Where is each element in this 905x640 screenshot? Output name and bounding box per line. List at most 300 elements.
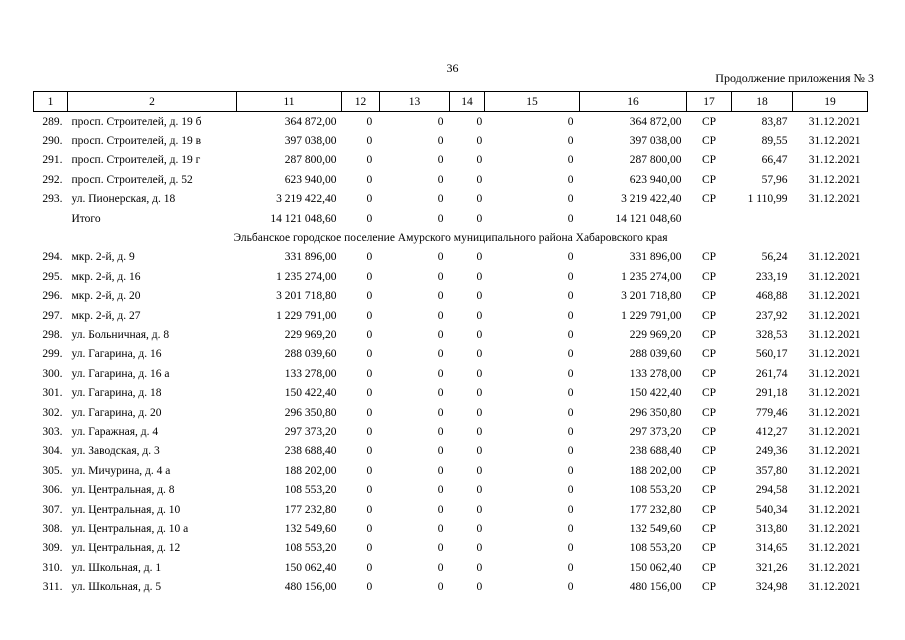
code-col-17: СР [701, 193, 717, 206]
address: мкр. 2-й, д. 27 [71, 309, 141, 322]
value-col-12: 0 [366, 290, 373, 303]
value-col-15: 0 [567, 367, 574, 380]
value-col-18: 357,80 [755, 464, 788, 477]
value-col-12: 0 [366, 251, 373, 264]
date-col-19: 31.12.2021 [808, 173, 861, 186]
address: ул. Гагарина, д. 16 а [71, 367, 170, 380]
value-col-14: 0 [476, 522, 483, 535]
value-col-14: 0 [476, 193, 483, 206]
value-col-15: 0 [567, 193, 574, 206]
code-col-17: СР [701, 251, 717, 264]
value-col-12: 0 [366, 406, 373, 419]
row-number: 299. [42, 348, 63, 361]
value-col-14: 0 [476, 425, 483, 438]
value-col-13: 0 [437, 270, 444, 283]
value-col-13: 0 [437, 154, 444, 167]
col-header: 14 [450, 92, 485, 112]
address: ул. Заводская, д. 3 [71, 445, 160, 458]
value-col-13: 0 [437, 328, 444, 341]
amount-col-16: 287 800,00 [629, 154, 682, 167]
value-col-12: 0 [366, 484, 373, 497]
amount-col-11: 14 121 048,60 [270, 212, 337, 225]
code-col-17: СР [701, 387, 717, 400]
amount-col-11: 3 201 718,80 [276, 290, 337, 303]
value-col-12: 0 [366, 328, 373, 341]
date-col-19: 31.12.2021 [808, 484, 861, 497]
address: ул. Гагарина, д. 20 [71, 406, 162, 419]
value-col-14: 0 [476, 387, 483, 400]
value-col-13: 0 [437, 348, 444, 361]
value-col-15: 0 [567, 522, 574, 535]
address: ул. Центральная, д. 12 [71, 542, 181, 555]
row-number: 300. [42, 367, 63, 380]
value-col-12: 0 [366, 270, 373, 283]
row-number: 309. [42, 542, 63, 555]
row-number [34, 209, 68, 228]
amount-col-11: 188 202,00 [284, 464, 337, 477]
date-col-19: 31.12.2021 [808, 154, 861, 167]
amount-col-11: 297 373,20 [284, 425, 337, 438]
row-number: 292. [42, 173, 63, 186]
value-col-18: 56,24 [761, 251, 788, 264]
row-number: 290. [42, 135, 63, 148]
value-col-14: 0 [476, 154, 483, 167]
row-number: 294. [42, 251, 63, 264]
table-row [34, 267, 868, 286]
address: ул. Центральная, д. 8 [71, 484, 175, 497]
row-number: 304. [42, 445, 63, 458]
table-row [34, 558, 868, 577]
amount-col-16: 331 896,00 [629, 251, 682, 264]
col-header: 15 [485, 92, 580, 112]
value-col-18: 314,65 [755, 542, 788, 555]
page-number: 36 [446, 61, 459, 75]
date-col-19: 31.12.2021 [808, 581, 861, 594]
value-col-12: 0 [366, 561, 373, 574]
row-number: 295. [42, 270, 63, 283]
table-row [34, 248, 868, 267]
value-col-14: 0 [476, 484, 483, 497]
value-col-13: 0 [437, 484, 444, 497]
value-col-15: 0 [567, 270, 574, 283]
address: ул. Школьная, д. 1 [71, 561, 162, 574]
date-col-19: 31.12.2021 [808, 522, 861, 535]
code-col-17: СР [701, 154, 717, 167]
appendix-table [33, 91, 868, 597]
row-number: 307. [42, 503, 63, 516]
address: просп. Строителей, д. 52 [71, 173, 193, 186]
date-col-19: 31.12.2021 [808, 328, 861, 341]
amount-col-16: 296 350,80 [629, 406, 682, 419]
code-col-17: СР [701, 290, 717, 303]
code-col-17: СР [701, 328, 717, 341]
value-col-13: 0 [437, 503, 444, 516]
value-col-15: 0 [567, 445, 574, 458]
value-col-13: 0 [437, 290, 444, 303]
value-col-14: 0 [476, 173, 483, 186]
value-col-18 [732, 209, 793, 228]
value-col-13: 0 [437, 309, 444, 322]
address: просп. Строителей, д. 19 г [71, 154, 201, 167]
amount-col-11: 150 062,40 [284, 561, 337, 574]
row-number: 297. [42, 309, 63, 322]
row-number: 308. [42, 522, 63, 535]
code-col-17: СР [701, 270, 717, 283]
value-col-18: 83,87 [761, 115, 788, 128]
amount-col-16: 188 202,00 [629, 464, 682, 477]
value-col-14: 0 [476, 328, 483, 341]
table-row [34, 461, 868, 480]
value-col-14: 0 [476, 115, 483, 128]
code-col-17: СР [701, 464, 717, 477]
amount-col-11: 288 039,60 [284, 348, 337, 361]
value-col-12: 0 [366, 581, 373, 594]
amount-col-11: 1 235 274,00 [276, 270, 337, 283]
row-number: 296. [42, 290, 63, 303]
value-col-15: 0 [567, 328, 574, 341]
code-col-17: СР [701, 561, 717, 574]
address: ул. Мичурина, д. 4 а [71, 464, 171, 477]
amount-col-11: 296 350,80 [284, 406, 337, 419]
value-col-18: 237,92 [755, 309, 788, 322]
value-col-14: 0 [476, 309, 483, 322]
value-col-14: 0 [476, 581, 483, 594]
value-col-14: 0 [476, 445, 483, 458]
amount-col-16: 288 039,60 [629, 348, 682, 361]
value-col-12: 0 [366, 387, 373, 400]
amount-col-11: 229 969,20 [284, 328, 337, 341]
date-col-19: 31.12.2021 [808, 115, 861, 128]
table-row [34, 345, 868, 364]
code-col-17: СР [701, 348, 717, 361]
amount-col-16: 150 062,40 [629, 561, 682, 574]
amount-col-11: 177 232,80 [284, 503, 337, 516]
value-col-18: 313,80 [755, 522, 788, 535]
address: мкр. 2-й, д. 9 [71, 251, 135, 264]
value-col-13: 0 [437, 522, 444, 535]
value-col-13: 0 [437, 445, 444, 458]
code-col-17: СР [701, 309, 717, 322]
address: ул. Центральная, д. 10 а [71, 522, 189, 535]
value-col-13: 0 [437, 193, 444, 206]
value-col-13: 0 [437, 367, 444, 380]
amount-col-16: 229 969,20 [629, 328, 682, 341]
value-col-15: 0 [567, 503, 574, 516]
value-col-14: 0 [476, 348, 483, 361]
amount-col-16: 364 872,00 [629, 115, 682, 128]
value-col-18: 233,19 [755, 270, 788, 283]
value-col-15: 0 [567, 154, 574, 167]
row-number: 305. [42, 464, 63, 477]
amount-col-16: 397 038,00 [629, 135, 682, 148]
amount-col-11: 108 553,20 [284, 542, 337, 555]
value-col-13: 0 [437, 581, 444, 594]
row-number: 303. [42, 425, 63, 438]
address: просп. Строителей, д. 19 в [71, 135, 202, 148]
value-col-12: 0 [366, 503, 373, 516]
col-header: 16 [580, 92, 687, 112]
value-col-12: 0 [366, 464, 373, 477]
value-col-13: 0 [437, 212, 444, 225]
date-col-19: 31.12.2021 [808, 270, 861, 283]
table-row [34, 500, 868, 519]
value-col-14: 0 [476, 561, 483, 574]
amount-col-11: 287 800,00 [284, 154, 337, 167]
value-col-13: 0 [437, 135, 444, 148]
amount-col-16: 3 219 422,40 [621, 193, 682, 206]
date-col-19: 31.12.2021 [808, 193, 861, 206]
value-col-18: 779,46 [755, 406, 788, 419]
date-col-19 [793, 209, 868, 228]
value-col-18: 468,88 [755, 290, 788, 303]
value-col-15: 0 [567, 542, 574, 555]
value-col-14: 0 [476, 464, 483, 477]
continuation-note: Продолжение приложения № 3 [715, 71, 874, 85]
amount-col-16: 1 229 791,00 [621, 309, 682, 322]
value-col-13: 0 [437, 251, 444, 264]
value-col-15: 0 [567, 251, 574, 264]
table-row [34, 190, 868, 209]
value-col-12: 0 [366, 445, 373, 458]
table-row [34, 209, 868, 228]
amount-col-11: 3 219 422,40 [276, 193, 337, 206]
value-col-18: 321,26 [755, 561, 788, 574]
date-col-19: 31.12.2021 [808, 251, 861, 264]
value-col-13: 0 [437, 561, 444, 574]
col-header: 2 [68, 92, 237, 112]
amount-col-16: 177 232,80 [629, 503, 682, 516]
table-row [34, 383, 868, 402]
col-header: 18 [732, 92, 793, 112]
amount-col-16: 108 553,20 [629, 542, 682, 555]
table-row [34, 364, 868, 383]
date-col-19: 31.12.2021 [808, 561, 861, 574]
value-col-18: 412,27 [755, 425, 788, 438]
amount-col-16: 238 688,40 [629, 445, 682, 458]
value-col-14: 0 [476, 367, 483, 380]
value-col-12: 0 [366, 425, 373, 438]
col-header: 1 [34, 92, 68, 112]
value-col-13: 0 [437, 542, 444, 555]
value-col-14: 0 [476, 251, 483, 264]
table-row [34, 325, 868, 344]
value-col-12: 0 [366, 367, 373, 380]
value-col-18: 294,58 [755, 484, 788, 497]
amount-col-16: 480 156,00 [629, 581, 682, 594]
value-col-12: 0 [366, 173, 373, 186]
value-col-13: 0 [437, 406, 444, 419]
value-col-18: 89,55 [761, 135, 788, 148]
date-col-19: 31.12.2021 [808, 367, 861, 380]
address: ул. Центральная, д. 10 [71, 503, 181, 516]
row-number: 310. [42, 561, 63, 574]
amount-col-16: 132 549,60 [629, 522, 682, 535]
date-col-19: 31.12.2021 [808, 135, 861, 148]
code-col-17: СР [701, 135, 717, 148]
amount-col-16: 3 201 718,80 [621, 290, 682, 303]
table-row [34, 287, 868, 306]
row-number: 301. [42, 387, 63, 400]
address: ул. Больничная, д. 8 [71, 328, 170, 341]
amount-col-16: 14 121 048,60 [615, 212, 682, 225]
amount-col-11: 108 553,20 [284, 484, 337, 497]
amount-col-11: 1 229 791,00 [276, 309, 337, 322]
amount-col-16: 623 940,00 [629, 173, 682, 186]
col-header: 13 [380, 92, 450, 112]
value-col-18: 560,17 [755, 348, 788, 361]
value-col-15: 0 [567, 406, 574, 419]
address: мкр. 2-й, д. 16 [71, 270, 141, 283]
value-col-14: 0 [476, 290, 483, 303]
value-col-15: 0 [567, 425, 574, 438]
code-col-17: СР [701, 542, 717, 555]
value-col-18: 324,98 [755, 581, 788, 594]
code-col-17: СР [701, 484, 717, 497]
value-col-13: 0 [437, 115, 444, 128]
address: мкр. 2-й, д. 20 [71, 290, 141, 303]
value-col-15: 0 [567, 290, 574, 303]
address: ул. Школьная, д. 5 [71, 581, 162, 594]
value-col-14: 0 [476, 270, 483, 283]
value-col-14: 0 [476, 212, 483, 225]
table-row [34, 442, 868, 461]
table-row [34, 422, 868, 441]
value-col-15: 0 [567, 115, 574, 128]
value-col-12: 0 [366, 522, 373, 535]
value-col-14: 0 [476, 542, 483, 555]
value-col-12: 0 [366, 115, 373, 128]
value-col-15: 0 [567, 561, 574, 574]
date-col-19: 31.12.2021 [808, 348, 861, 361]
value-col-15: 0 [567, 484, 574, 497]
value-col-13: 0 [437, 464, 444, 477]
amount-col-11: 150 422,40 [284, 387, 337, 400]
amount-col-11: 132 549,60 [284, 522, 337, 535]
code-col-17: СР [701, 173, 717, 186]
row-number: 302. [42, 406, 63, 419]
value-col-18: 261,74 [755, 367, 788, 380]
code-col-17: СР [701, 503, 717, 516]
amount-col-11: 480 156,00 [284, 581, 337, 594]
col-header: 11 [237, 92, 342, 112]
table-row [34, 403, 868, 422]
value-col-14: 0 [476, 135, 483, 148]
value-col-15: 0 [567, 464, 574, 477]
value-col-12: 0 [366, 193, 373, 206]
address: ул. Гагарина, д. 16 [71, 348, 162, 361]
date-col-19: 31.12.2021 [808, 387, 861, 400]
table-row [34, 519, 868, 538]
date-col-19: 31.12.2021 [808, 464, 861, 477]
table-row [34, 131, 868, 150]
value-col-12: 0 [366, 212, 373, 225]
value-col-15: 0 [567, 309, 574, 322]
date-col-19: 31.12.2021 [808, 406, 861, 419]
col-header: 12 [342, 92, 380, 112]
value-col-13: 0 [437, 173, 444, 186]
table-row [34, 170, 868, 189]
value-col-15: 0 [567, 387, 574, 400]
row-number: 306. [42, 484, 63, 497]
table-row [34, 539, 868, 558]
table-header-row [34, 92, 868, 112]
amount-col-11: 238 688,40 [284, 445, 337, 458]
date-col-19: 31.12.2021 [808, 445, 861, 458]
table-row [34, 112, 868, 132]
amount-col-11: 397 038,00 [284, 135, 337, 148]
value-col-18: 1 110,99 [747, 193, 788, 206]
amount-col-16: 133 278,00 [629, 367, 682, 380]
code-col-17: СР [701, 445, 717, 458]
table-body [34, 112, 868, 597]
value-col-18: 291,18 [755, 387, 788, 400]
value-col-13: 0 [437, 387, 444, 400]
address: просп. Строителей, д. 19 б [71, 115, 202, 128]
value-col-18: 57,96 [761, 173, 788, 186]
table-row [34, 151, 868, 170]
amount-col-11: 364 872,00 [284, 115, 337, 128]
address: Итого [71, 212, 101, 225]
row-number: 298. [42, 328, 63, 341]
amount-col-11: 623 940,00 [284, 173, 337, 186]
date-col-19: 31.12.2021 [808, 290, 861, 303]
value-col-12: 0 [366, 542, 373, 555]
value-col-13: 0 [437, 425, 444, 438]
col-header: 19 [793, 92, 868, 112]
value-col-15: 0 [567, 348, 574, 361]
value-col-12: 0 [366, 154, 373, 167]
code-col-17: СР [701, 522, 717, 535]
code-col-17: СР [701, 367, 717, 380]
value-col-18: 328,53 [755, 328, 788, 341]
row-number: 311. [42, 581, 63, 594]
amount-col-16: 150 422,40 [629, 387, 682, 400]
amount-col-16: 297 373,20 [629, 425, 682, 438]
table-row [34, 306, 868, 325]
amount-col-16: 108 553,20 [629, 484, 682, 497]
table-row [34, 577, 868, 596]
value-col-14: 0 [476, 503, 483, 516]
value-col-12: 0 [366, 348, 373, 361]
value-col-12: 0 [366, 309, 373, 322]
date-col-19: 31.12.2021 [808, 425, 861, 438]
value-col-18: 249,36 [755, 445, 788, 458]
row-number: 293. [42, 193, 63, 206]
address: ул. Гагарина, д. 18 [71, 387, 162, 400]
code-col-17 [687, 209, 732, 228]
amount-col-16: 1 235 274,00 [621, 270, 682, 283]
value-col-15: 0 [567, 173, 574, 186]
code-col-17: СР [701, 425, 717, 438]
row-number: 289. [42, 115, 63, 128]
col-header: 17 [687, 92, 732, 112]
value-col-15: 0 [567, 135, 574, 148]
value-col-14: 0 [476, 406, 483, 419]
amount-col-11: 331 896,00 [284, 251, 337, 264]
value-col-18: 540,34 [755, 503, 788, 516]
address: ул. Гаражная, д. 4 [71, 425, 159, 438]
value-col-15: 0 [567, 212, 574, 225]
code-col-17: СР [701, 406, 717, 419]
address: ул. Пионерская, д. 18 [71, 193, 176, 206]
section-heading: Эльбанское городское поселение Амурского муниципального района Хабаровского края [233, 232, 668, 245]
amount-col-11: 133 278,00 [284, 367, 337, 380]
date-col-19: 31.12.2021 [808, 309, 861, 322]
table-row [34, 480, 868, 499]
value-col-12: 0 [366, 135, 373, 148]
value-col-18: 66,47 [761, 154, 788, 167]
code-col-17: СР [701, 581, 717, 594]
